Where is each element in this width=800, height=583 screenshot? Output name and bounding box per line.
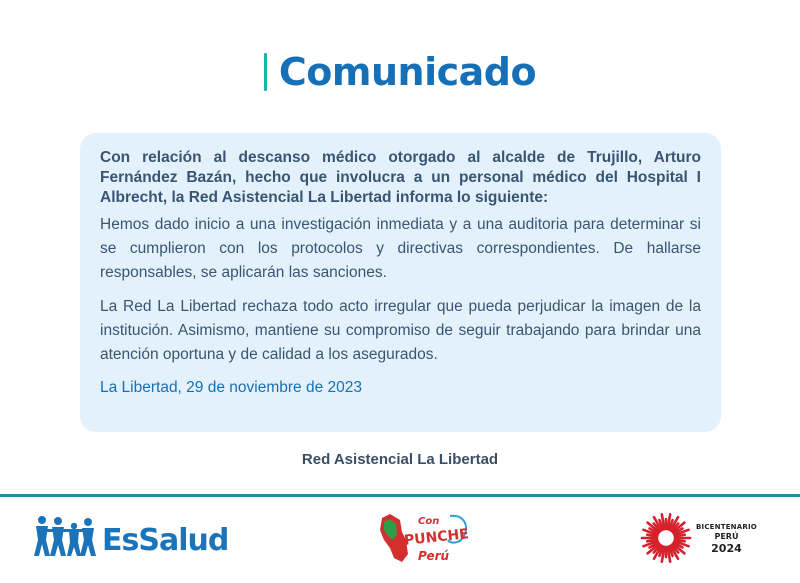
statement-intro: Con relación al descanso médico otorgado al alcalde de Trujillo, Arturo Fernández Bazán, hecho que involucra a un personal médico del Hospital I Albrecht, la Red Asistencial La Libertad informa lo siguiente: [100, 149, 701, 206]
punche-text-group [402, 510, 472, 568]
signature: Red Asistencial La Libertad [301, 451, 499, 468]
page-title: Comunicado [278, 50, 537, 94]
sunburst-ray [675, 535, 685, 537]
statement-paragraph-2: La Red La Libertad rechaza todo acto irregular que pueda perjudicar la imagen de la institución. Asimismo, mantiene su compromiso de seguir trabajando para brindar una atención oportuna y de calidad a los asegurados. [100, 298, 701, 363]
punche-line-1: Con [418, 516, 440, 527]
sunburst-icon [640, 512, 692, 564]
family-figures-icon [34, 516, 100, 556]
punche-line-3: Perú [418, 549, 450, 563]
essalud-logo [34, 516, 228, 556]
con-punche-peru-logo [376, 510, 472, 568]
bicentenario-logo [640, 512, 757, 564]
punche-line-2: PUNCHE [403, 526, 470, 549]
statement-card [80, 133, 721, 432]
statement-paragraph-1: Hemos dado inicio a una investigación inmediata y a una auditoria para determinar si se cumplieron con los protocolos y directivas correspondientes. De hallarse responsables, se aplicarán las sanciones. [100, 216, 701, 281]
bicentenario-line-3: 2024 [711, 541, 742, 555]
header [0, 50, 800, 94]
bicentenario-line-2: PERÚ [714, 531, 739, 541]
statement-date: La Libertad, 29 de noviembre de 2023 [100, 379, 362, 396]
sunburst-ray [647, 540, 657, 542]
essalud-wordmark: EsSalud [102, 523, 229, 558]
title-accent-bar [264, 53, 267, 91]
footer-divider [0, 494, 800, 497]
bicentenario-line-1: BICENTENARIO [696, 522, 757, 531]
bicentenario-text [696, 522, 757, 555]
